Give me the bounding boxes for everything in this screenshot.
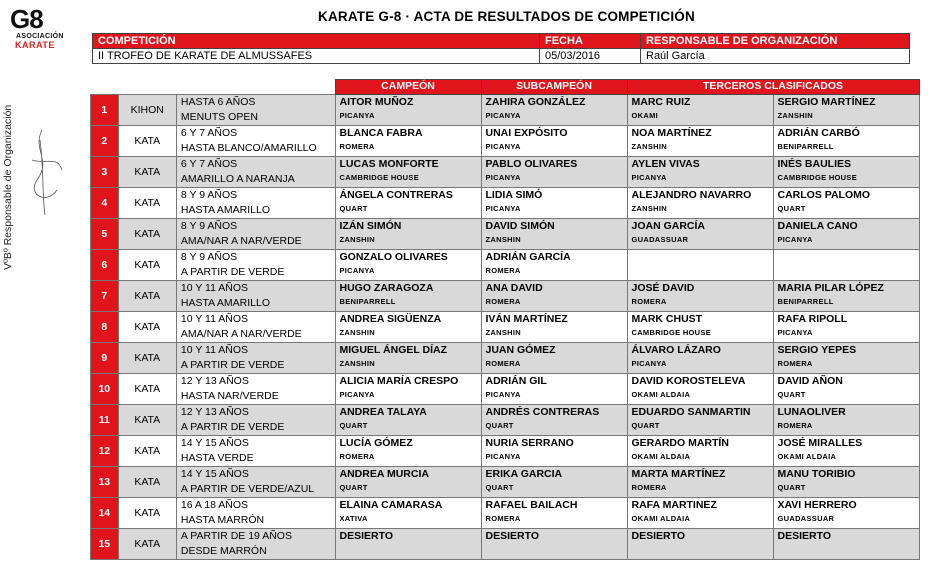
category-belt: AMA/NAR A NAR/VERDE	[180, 328, 302, 340]
modality: KATA	[118, 250, 176, 281]
runner-up-cell	[481, 374, 627, 405]
athlete-name: INÉS BAULIES	[777, 158, 852, 170]
athlete-name: ÁLVARO LÁZARO	[631, 344, 721, 356]
club-name: PICANYA	[339, 266, 375, 275]
club-name: OKAMI ALDAIA	[631, 390, 691, 399]
runner-up-cell	[481, 250, 627, 281]
modality: KATA	[118, 374, 176, 405]
result-row	[91, 529, 920, 560]
third-place-cell	[773, 374, 919, 405]
athlete-name: ADRIÁN GIL	[485, 375, 547, 387]
header-competicion: COMPETICIÓN	[93, 34, 540, 49]
club-name: OKAMI ALDAIA	[631, 452, 691, 461]
third-place-cell	[773, 126, 919, 157]
club-name: PICANYA	[777, 328, 813, 337]
club-name: QUART	[339, 421, 368, 430]
club-name: BENIPARRELL	[777, 297, 834, 306]
club-name: ROMERA	[777, 359, 813, 368]
athlete-name: LUCÍA GÓMEZ	[339, 437, 413, 449]
association-logo	[6, 6, 66, 66]
club-name	[340, 544, 477, 559]
category	[176, 157, 335, 188]
club-name: QUART	[777, 483, 806, 492]
athlete-name: NURIA SERRANO	[485, 437, 574, 449]
club-name: XATIVA	[339, 514, 368, 523]
runner-up-cell	[481, 312, 627, 343]
third-place-cell	[627, 405, 773, 436]
third-place-cell	[773, 219, 919, 250]
club-name: QUART	[339, 483, 368, 492]
club-name: BENIPARRELL	[777, 142, 834, 151]
athlete-name: IVÁN MARTÍNEZ	[485, 313, 568, 325]
third-place-cell	[773, 529, 919, 560]
third-place-cell	[627, 126, 773, 157]
category	[176, 219, 335, 250]
club-name: OKAMI ALDAIA	[777, 452, 837, 461]
category	[176, 436, 335, 467]
modality: KATA	[118, 281, 176, 312]
athlete-name: SERGIO MARTÍNEZ	[777, 96, 876, 108]
athlete-name: RAFAEL BAILACH	[485, 499, 578, 511]
category-belt: DESDE MARRÓN	[180, 545, 267, 557]
athlete-name: ALEJANDRO NAVARRO	[631, 189, 752, 201]
runner-up-cell	[481, 498, 627, 529]
club-name: QUART	[777, 390, 806, 399]
category-belt: A PARTIR DE VERDE	[180, 421, 285, 433]
club-name	[632, 265, 769, 280]
result-row	[91, 250, 920, 281]
runner-up-cell	[481, 343, 627, 374]
third-place-cell	[627, 343, 773, 374]
third-place-cell	[773, 250, 919, 281]
club-name: ROMERA	[485, 297, 521, 306]
club-name	[632, 544, 769, 559]
result-row	[91, 436, 920, 467]
category-age: 6 Y 7 AÑOS	[180, 127, 238, 139]
champion-cell	[335, 126, 481, 157]
result-row	[91, 157, 920, 188]
third-place-cell	[627, 467, 773, 498]
club-name: OKAMI	[631, 111, 658, 120]
third-place-cell	[627, 436, 773, 467]
club-name: PICANYA	[485, 204, 521, 213]
header-campeon: CAMPEÓN	[335, 80, 481, 95]
category-age: 16 A 18 AÑOS	[180, 499, 249, 511]
modality: KATA	[118, 436, 176, 467]
athlete-name: ÁNGELA CONTRERAS	[339, 189, 453, 201]
competicion-value: II TROFEO DE KARATE DE ALMUSSAFES	[93, 49, 540, 64]
result-row	[91, 312, 920, 343]
club-name: QUART	[631, 421, 660, 430]
club-name: PICANYA	[485, 390, 521, 399]
row-number: 8	[91, 312, 119, 343]
third-place-cell	[627, 95, 773, 126]
athlete-name: DAVID SIMÓN	[485, 220, 555, 232]
athlete-name: UNAI EXPÓSITO	[485, 127, 568, 139]
champion-cell	[335, 312, 481, 343]
club-name: PICANYA	[485, 111, 521, 120]
category-age: 8 Y 9 AÑOS	[180, 251, 238, 263]
champion-cell	[335, 467, 481, 498]
row-number: 14	[91, 498, 119, 529]
club-name: ZANSHIN	[339, 235, 375, 244]
athlete-name: LUCAS MONFORTE	[339, 158, 439, 170]
result-row	[91, 95, 920, 126]
athlete-name: MARIA PILAR LÓPEZ	[777, 282, 884, 294]
category	[176, 374, 335, 405]
category	[176, 188, 335, 219]
club-name: PICANYA	[339, 390, 375, 399]
modality: KATA	[118, 467, 176, 498]
athlete-name: RAFA RIPOLL	[777, 313, 848, 325]
signature-label: VºBº Responsable de Organización	[2, 104, 14, 270]
runner-up-cell	[481, 436, 627, 467]
modality: KIHON	[118, 95, 176, 126]
runner-up-cell	[481, 95, 627, 126]
club-name: ZANSHIN	[631, 204, 667, 213]
third-place-cell	[773, 188, 919, 219]
category-age: 12 Y 13 AÑOS	[180, 406, 249, 418]
runner-up-cell	[481, 157, 627, 188]
athlete-name: NOA MARTÍNEZ	[631, 127, 712, 139]
athlete-name: DESIERTO	[777, 530, 831, 542]
champion-cell	[335, 343, 481, 374]
category	[176, 498, 335, 529]
category-belt: HASTA MARRÓN	[180, 514, 265, 526]
athlete-name: DANIELA CANO	[777, 220, 858, 232]
row-number: 9	[91, 343, 119, 374]
result-row	[91, 219, 920, 250]
third-place-cell	[773, 95, 919, 126]
club-name: PICANYA	[485, 173, 521, 182]
club-name: PICANYA	[631, 173, 667, 182]
category-belt: A PARTIR DE VERDE	[180, 359, 285, 371]
third-place-cell	[627, 188, 773, 219]
athlete-name: MARC RUIZ	[631, 96, 691, 108]
champion-cell	[335, 250, 481, 281]
modality: KATA	[118, 126, 176, 157]
athlete-name: GERARDO MARTÍN	[631, 437, 729, 449]
modality: KATA	[118, 188, 176, 219]
row-number: 5	[91, 219, 119, 250]
result-row	[91, 405, 920, 436]
row-number: 15	[91, 529, 119, 560]
result-row	[91, 281, 920, 312]
club-name	[486, 544, 623, 559]
category-belt: AMA/NAR A NAR/VERDE	[180, 235, 302, 247]
athlete-name: JOSÉ DAVID	[631, 282, 695, 294]
athlete-name: BLANCA FABRA	[339, 127, 423, 139]
category-age: 14 Y 15 AÑOS	[180, 437, 249, 449]
result-row	[91, 126, 920, 157]
athlete-name: SERGIO YEPES	[777, 344, 857, 356]
competition-info-table	[92, 33, 910, 64]
responsable-value: Raúl García	[641, 49, 910, 64]
champion-cell	[335, 436, 481, 467]
third-place-cell	[627, 281, 773, 312]
category-age: 8 Y 9 AÑOS	[180, 220, 238, 232]
champion-cell	[335, 157, 481, 188]
champion-cell	[335, 405, 481, 436]
category-age: 6 Y 7 AÑOS	[180, 158, 238, 170]
club-name: QUART	[339, 204, 368, 213]
results-body	[91, 95, 920, 560]
club-name: PICANYA	[339, 111, 375, 120]
runner-up-cell	[481, 219, 627, 250]
result-row	[91, 343, 920, 374]
athlete-name: ERIKA GARCIA	[485, 468, 563, 480]
club-name: PICANYA	[485, 452, 521, 461]
club-name: QUART	[485, 483, 514, 492]
signature-icon	[12, 120, 72, 220]
athlete-name: DAVID KOROSTELEVA	[631, 375, 746, 387]
row-number: 1	[91, 95, 119, 126]
category-age: 10 Y 11 AÑOS	[180, 313, 249, 325]
club-name: ROMERA	[631, 483, 667, 492]
champion-cell	[335, 529, 481, 560]
category-belt: HASTA AMARILLO	[180, 297, 270, 309]
club-name: ZANSHIN	[631, 142, 667, 151]
category	[176, 250, 335, 281]
third-place-cell	[773, 405, 919, 436]
category-belt: HASTA NAR/VERDE	[180, 390, 279, 402]
category-age: 10 Y 11 AÑOS	[180, 282, 249, 294]
result-row	[91, 188, 920, 219]
athlete-name: LUNAOLIVER	[777, 406, 846, 418]
category-belt: MENUTS OPEN	[180, 111, 258, 123]
athlete-name: ANDREA MURCIA	[339, 468, 429, 480]
category	[176, 95, 335, 126]
category-age: 14 Y 15 AÑOS	[180, 468, 249, 480]
club-name: GUADASSUAR	[631, 235, 689, 244]
third-place-cell	[627, 529, 773, 560]
club-name: CAMBRIDGE HOUSE	[339, 173, 420, 182]
club-name: ROMERA	[485, 266, 521, 275]
athlete-name: DESIERTO	[339, 530, 393, 542]
third-place-cell	[627, 374, 773, 405]
athlete-name: CARLOS PALOMO	[777, 189, 871, 201]
category-age: HASTA 6 AÑOS	[180, 96, 256, 108]
logo-karate: KARATE	[15, 40, 55, 50]
club-name: ZANSHIN	[777, 111, 813, 120]
row-number: 10	[91, 374, 119, 405]
category-belt: A PARTIR DE VERDE	[180, 266, 285, 278]
category-belt: HASTA VERDE	[180, 452, 254, 464]
result-row	[91, 467, 920, 498]
champion-cell	[335, 188, 481, 219]
third-place-cell	[627, 219, 773, 250]
row-number: 6	[91, 250, 119, 281]
runner-up-cell	[481, 188, 627, 219]
athlete-name: ANDRÉS CONTRERAS	[485, 406, 600, 418]
club-name: ROMERA	[631, 297, 667, 306]
row-number: 4	[91, 188, 119, 219]
club-name: ZANSHIN	[485, 328, 521, 337]
row-number: 11	[91, 405, 119, 436]
third-place-cell	[627, 250, 773, 281]
club-name	[778, 265, 915, 280]
modality: KATA	[118, 498, 176, 529]
modality: KATA	[118, 157, 176, 188]
champion-cell	[335, 498, 481, 529]
header-terceros: TERCEROS CLASIFICADOS	[627, 80, 919, 95]
third-place-cell	[773, 498, 919, 529]
athlete-name: ADRIÁN CARBÓ	[777, 127, 860, 139]
third-place-cell	[627, 498, 773, 529]
row-number: 7	[91, 281, 119, 312]
athlete-name: ANDREA TALAYA	[339, 406, 427, 418]
third-place-cell	[773, 343, 919, 374]
third-place-cell	[773, 157, 919, 188]
third-place-cell	[627, 157, 773, 188]
modality: KATA	[118, 343, 176, 374]
category	[176, 529, 335, 560]
modality: KATA	[118, 529, 176, 560]
athlete-name: DESIERTO	[631, 530, 685, 542]
athlete-name: XAVI HERRERO	[777, 499, 857, 511]
athlete-name: ANDREA SIGÜENZA	[339, 313, 442, 325]
club-name: PICANYA	[485, 142, 521, 151]
champion-cell	[335, 281, 481, 312]
row-number: 2	[91, 126, 119, 157]
athlete-name: MARTA MARTÍNEZ	[631, 468, 726, 480]
club-name: ZANSHIN	[339, 328, 375, 337]
page-title: KARATE G-8 · ACTA DE RESULTADOS DE COMPETICIÓN	[318, 9, 695, 24]
athlete-name: JOSÉ MIRALLES	[777, 437, 863, 449]
athlete-name: ADRIÁN GARCÍA	[485, 251, 571, 263]
category-age: 12 Y 13 AÑOS	[180, 375, 249, 387]
category	[176, 467, 335, 498]
club-name: ROMERA	[339, 142, 375, 151]
athlete-name: DAVID AÑON	[777, 375, 843, 387]
category-belt: AMARILLO A NARANJA	[180, 173, 295, 185]
header-responsable: RESPONSABLE DE ORGANIZACIÓN	[641, 34, 910, 49]
result-row	[91, 498, 920, 529]
category-belt: HASTA AMARILLO	[180, 204, 270, 216]
athlete-name: IZÁN SIMÓN	[339, 220, 402, 232]
club-name	[778, 544, 915, 559]
athlete-name: ALICIA MARÍA CRESPO	[339, 375, 459, 387]
fecha-value: 05/03/2016	[540, 49, 641, 64]
athlete-name: DESIERTO	[485, 530, 539, 542]
category-age: 8 Y 9 AÑOS	[180, 189, 238, 201]
athlete-name: PABLO OLIVARES	[485, 158, 578, 170]
athlete-name: RAFA MARTINEZ	[631, 499, 717, 511]
category	[176, 126, 335, 157]
athlete-name: ZAHIRA GONZÁLEZ	[485, 96, 586, 108]
header-subcampeon: SUBCAMPEÓN	[481, 80, 627, 95]
modality: KATA	[118, 219, 176, 250]
champion-cell	[335, 95, 481, 126]
club-name: CAMBRIDGE HOUSE	[777, 173, 858, 182]
logo-mark: G8	[10, 4, 43, 34]
category-belt: A PARTIR DE VERDE/AZUL	[180, 483, 315, 495]
club-name: PICANYA	[631, 359, 667, 368]
club-name: ROMERA	[777, 421, 813, 430]
athlete-name: JOAN GARCÍA	[631, 220, 706, 232]
athlete-name: ANA DAVID	[485, 282, 543, 294]
club-name: OKAMI ALDAIA	[631, 514, 691, 523]
club-name: ROMERA	[339, 452, 375, 461]
runner-up-cell	[481, 529, 627, 560]
third-place-cell	[627, 312, 773, 343]
club-name: GUADASSUAR	[777, 514, 835, 523]
modality: KATA	[118, 312, 176, 343]
athlete-name: MIGUEL ÁNGEL DÍAZ	[339, 344, 448, 356]
athlete-name: EDUARDO SANMARTIN	[631, 406, 751, 418]
athlete-name: ELAINA CAMARASA	[339, 499, 443, 511]
athlete-name: JUAN GÓMEZ	[485, 344, 556, 356]
athlete-name: HUGO ZARAGOZA	[339, 282, 434, 294]
runner-up-cell	[481, 281, 627, 312]
header-fecha: FECHA	[540, 34, 641, 49]
runner-up-cell	[481, 126, 627, 157]
category	[176, 405, 335, 436]
athlete-name	[778, 250, 915, 265]
athlete-name: AYLEN VIVAS	[631, 158, 700, 170]
club-name: ROMERA	[485, 359, 521, 368]
athlete-name: MANU TORIBIO	[777, 468, 856, 480]
athlete-name	[632, 250, 769, 265]
category	[176, 343, 335, 374]
club-name: ZANSHIN	[485, 235, 521, 244]
club-name: BENIPARRELL	[339, 297, 396, 306]
club-name: CAMBRIDGE HOUSE	[631, 328, 712, 337]
third-place-cell	[773, 436, 919, 467]
club-name: ROMERA	[485, 514, 521, 523]
champion-cell	[335, 374, 481, 405]
athlete-name: LIDIA SIMÓ	[485, 189, 543, 201]
modality: KATA	[118, 405, 176, 436]
category-belt: HASTA BLANCO/AMARILLO	[180, 142, 317, 154]
club-name: ZANSHIN	[339, 359, 375, 368]
result-row	[91, 374, 920, 405]
logo-subtitle: ASOCIACIÓN	[16, 33, 64, 40]
athlete-name: AITOR MUÑOZ	[339, 96, 414, 108]
champion-cell	[335, 219, 481, 250]
club-name: QUART	[777, 204, 806, 213]
club-name: PICANYA	[777, 235, 813, 244]
results-table	[90, 79, 920, 560]
third-place-cell	[773, 312, 919, 343]
row-number: 3	[91, 157, 119, 188]
club-name: QUART	[485, 421, 514, 430]
athlete-name: GONZALO OLIVARES	[339, 251, 448, 263]
row-number: 12	[91, 436, 119, 467]
athlete-name: MARK CHUST	[631, 313, 703, 325]
category-age: A PARTIR DE 19 AÑOS	[180, 530, 292, 542]
category-age: 10 Y 11 AÑOS	[180, 344, 249, 356]
row-number: 13	[91, 467, 119, 498]
category	[176, 312, 335, 343]
runner-up-cell	[481, 405, 627, 436]
runner-up-cell	[481, 467, 627, 498]
third-place-cell	[773, 467, 919, 498]
third-place-cell	[773, 281, 919, 312]
category	[176, 281, 335, 312]
